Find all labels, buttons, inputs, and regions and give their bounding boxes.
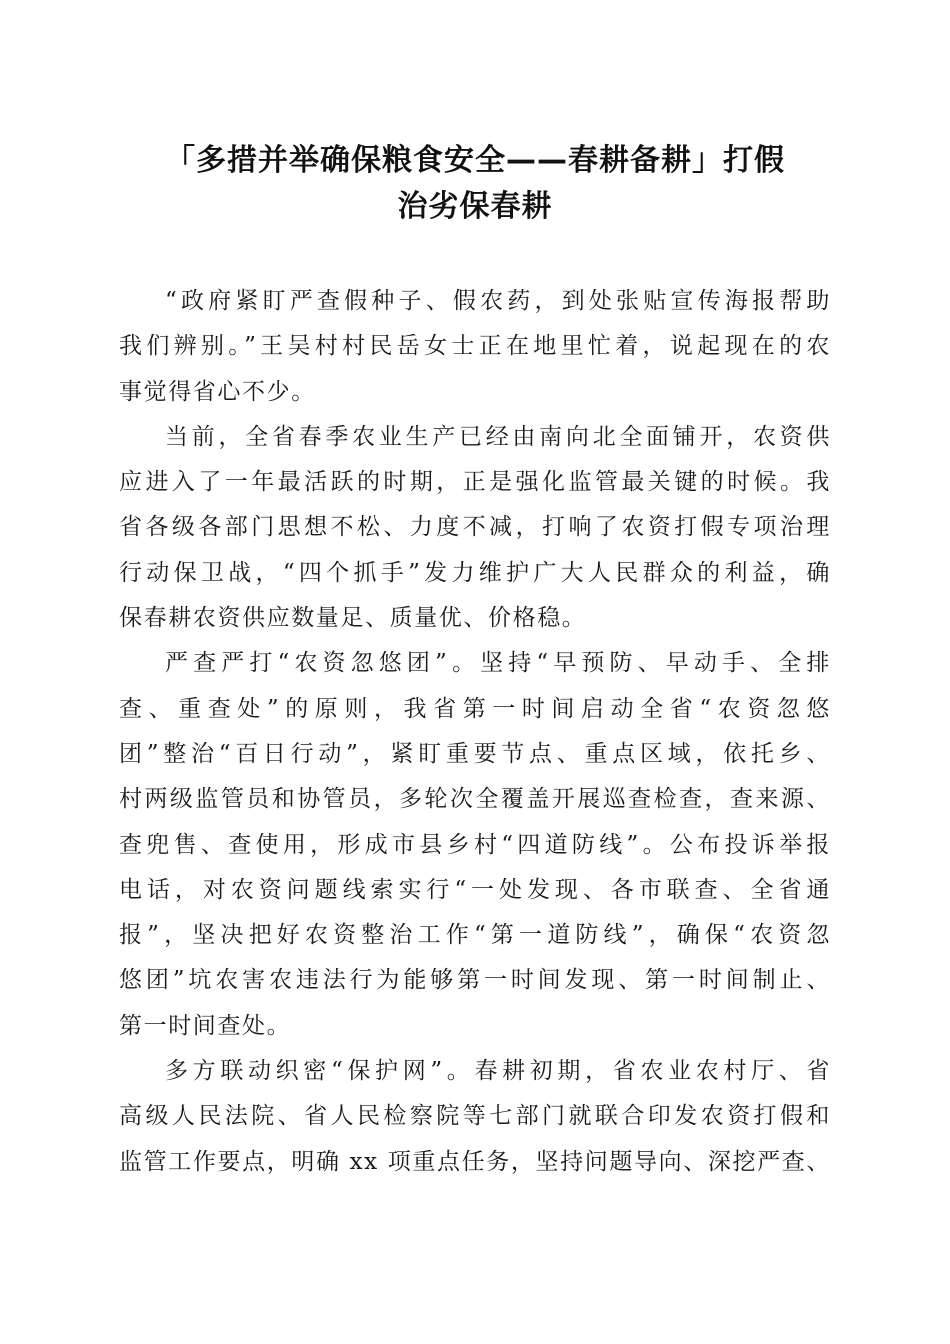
- paragraph-line: 悠团”坑农害农违法行为能够第一时间发现、第一时间制止、: [119, 967, 831, 994]
- paragraph-line: 报”，坚决把好农资整治工作“第一道防线”，确保“农资忽: [119, 922, 831, 949]
- paragraph-line: 第一时间查处。: [119, 1012, 292, 1039]
- paragraph-line: 监管工作要点，明确 xx 项重点任务，坚持问题导向、深挖严查、: [119, 1148, 831, 1175]
- paragraph-line: 多方联动织密“保护网”。春耕初期，省农业农村厅、省: [165, 1058, 831, 1085]
- paragraph-line: 查兜售、查使用，形成市县乡村“四道防线”。公布投诉举报: [119, 831, 831, 858]
- document-title: [100, 138, 850, 230]
- paragraph-line: 事觉得省心不少。: [119, 378, 316, 405]
- paragraph-line: 保春耕农资供应数量足、质量优、价格稳。: [119, 605, 587, 632]
- paragraph-line: “政府紧盯严查假种子、假农药，到处张贴宣传海报帮助: [165, 288, 831, 314]
- paragraph-line: 村两级监管员和协管员，多轮次全覆盖开展巡查检查，查来源、: [119, 786, 831, 813]
- paragraph-line: 我们辨别。”王吴村村民岳女士正在地里忙着，说起现在的农: [119, 333, 831, 360]
- paragraph-line: 当前，全省春季农业生产已经由南向北全面铺开，农资供: [165, 423, 831, 450]
- paragraph-line: 省各级各部门思想不松、力度不减，打响了农资打假专项治理: [119, 514, 831, 541]
- paragraph-1: [119, 279, 831, 415]
- paragraph-line: 电话，对农资问题线索实行“一处发现、各市联查、全省通: [119, 876, 831, 903]
- paragraph-3: [119, 641, 831, 1049]
- paragraph-2: [119, 415, 831, 641]
- paragraph-line: 团”整治“百日行动”，紧盯重要节点、重点区域，依托乡、: [119, 740, 831, 767]
- paragraph-line: 行动保卫战，“四个抓手”发力维护广大人民群众的利益，确: [119, 559, 831, 586]
- paragraph-line: 严查严打“农资忽悠团”。坚持“早预防、早动手、全排: [165, 650, 831, 677]
- document-body: [119, 279, 831, 1185]
- title-line-1: 「多措并举确保粮食安全——春耕备耕」打假: [165, 143, 785, 178]
- paragraph-4: [119, 1049, 831, 1185]
- paragraph-line: 高级人民法院、省人民检察院等七部门就联合印发农资打假和: [119, 1103, 831, 1130]
- title-line-2: 治劣保春耕: [397, 189, 553, 224]
- paragraph-line: 查、重查处”的原则，我省第一时间启动全省“农资忽悠: [119, 695, 831, 722]
- paragraph-line: 应进入了一年最活跃的时期，正是强化监管最关键的时候。我: [119, 469, 831, 496]
